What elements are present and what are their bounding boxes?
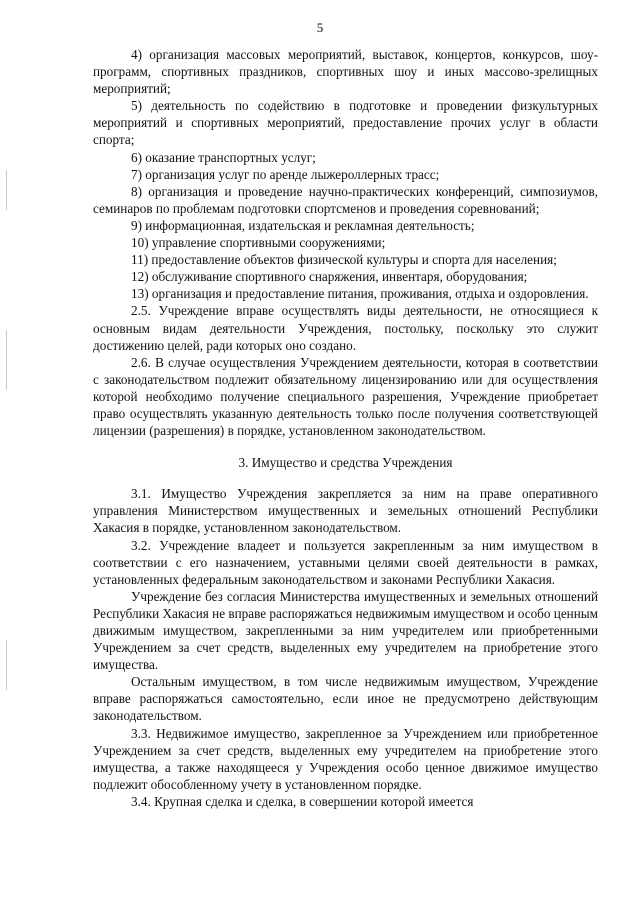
clause-3-1: 3.1. Имущество Учреждения закрепляется за ним на праве оперативного управления Министерством имущественных и земельных отношений Республики Хакасия в порядке, установленном законодательством. <box>93 486 598 536</box>
clause-2-6: 2.6. В случае осуществления Учреждением деятельности, которая в соответствии с законодательством подлежит обязательному лицензированию или для осуществления которой необходимо получение специального разрешения, Учреждение приобретает право осуществлять указанную деятельность только после получения соответствующей лицензии (разрешения) в порядке, установленном законодательством. <box>93 354 598 439</box>
clause-3-4: 3.4. Крупная сделка и сделка, в совершении которой имеется <box>131 793 474 809</box>
list-item-12: 12) обслуживание спортивного снаряжения, инвентаря, оборудования; <box>131 269 528 285</box>
list-item-6: 6) оказание транспортных услуг; <box>131 149 316 165</box>
list-item-10: 10) управление спортивными сооружениями; <box>131 235 386 251</box>
document-body <box>93 46 598 810</box>
list-item-9: 9) информационная, издательская и рекламная деятельность; <box>131 217 475 233</box>
list-item-8: 8) организация и проведение научно-практических конференций, симпозиумов, семинаров по проблемам подготовки спортсменов и проведения соревнований; <box>93 183 598 216</box>
clause-3-3: 3.3. Недвижимое имущество, закрепленное за Учреждением или приобретенное Учреждением за счет средств, выделенных ему учредителем на приобретение этого имущества, а также находящееся у Учреждения особо ценное движимое имущество подлежит обособленному учету в установленном порядке. <box>93 725 598 792</box>
section-heading: 3. Имущество и средства Учреждения <box>238 455 453 471</box>
clause-3-2-other-property: Остальным имуществом, в том числе недвижимым имуществом, Учреждение вправе распоряжаться самостоятельно, если иное не предусмотрено действующим законодательством. <box>93 674 598 724</box>
scan-edge-mark <box>6 330 7 390</box>
list-item-5: 5) деятельность по содействию в подготовке и проведении физкультурных мероприятий и спортивных мероприятий, предоставление прочих услуг в области спорта; <box>93 98 598 148</box>
clause-3-2: 3.2. Учреждение владеет и пользуется закрепленным за ним имуществом в соответствии с его назначением, уставными целями своей деятельности в рамках, установленных федеральным законодательством и законами Республики Хакасия. <box>93 537 598 587</box>
list-item-11: 11) предоставление объектов физической культуры и спорта для населения; <box>131 252 557 268</box>
clause-2-5: 2.5. Учреждение вправе осуществлять виды деятельности, не относящиеся к основным видам деятельности Учреждения, постольку, поскольку это служит достижению целей, ради которых оно создано. <box>93 303 598 353</box>
list-item-13: 13) организация и предоставление питания, проживания, отдыха и оздоровления. <box>131 286 589 302</box>
scan-edge-mark <box>6 170 7 210</box>
scan-edge-mark <box>6 640 7 690</box>
list-item-4: 4) организация массовых мероприятий, выставок, концертов, конкурсов, шоу-программ, спортивных праздников, спортивных шоу и иных массово-зрелищных мероприятий; <box>93 47 598 97</box>
list-item-7: 7) организация услуг по аренде лыжероллерных трасс; <box>131 166 440 182</box>
clause-3-2-consent: Учреждение без согласия Министерства имущественных и земельных отношений Республики Хакасия не вправе распоряжаться недвижимым имуществом и особо ценным движимым имуществом, закрепленными за ним учредителем или приобретенными Учреждением за счет средств, выделенных ему учредителем на приобретение этого имущества. <box>93 588 599 673</box>
page-number: 5 <box>316 20 324 35</box>
